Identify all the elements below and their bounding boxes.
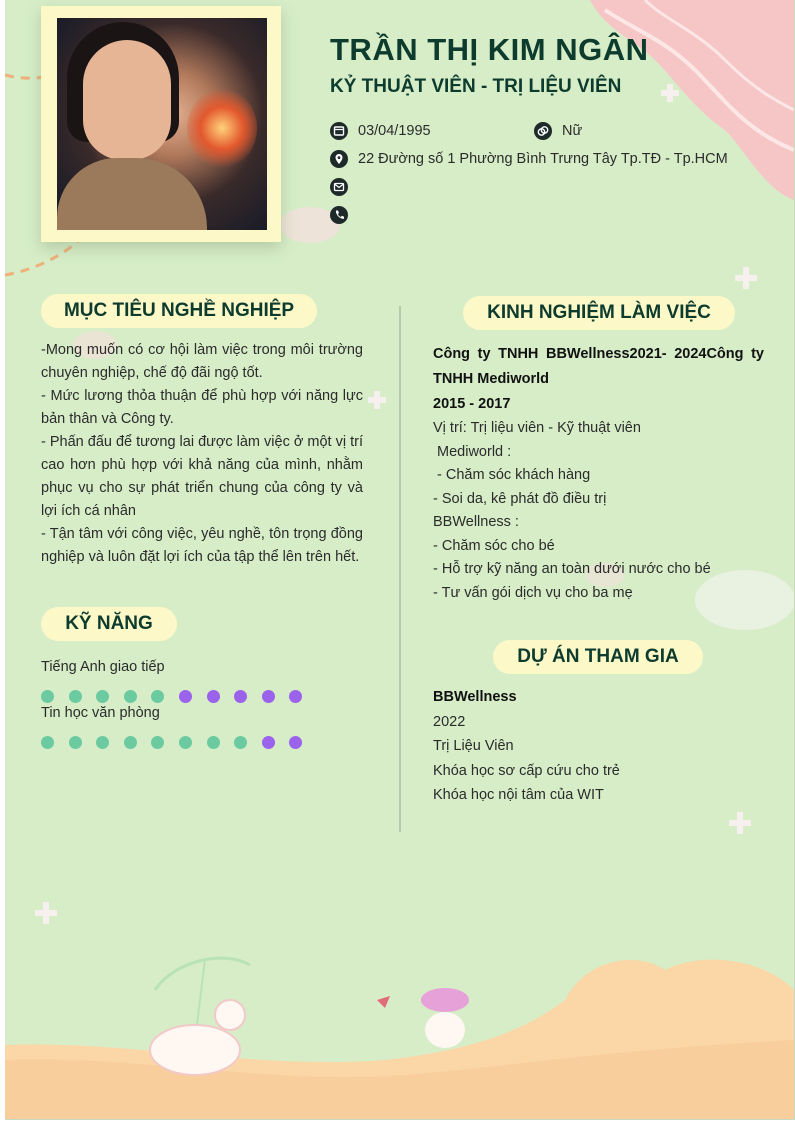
projects-heading: DỰ ÁN THAM GIA <box>493 640 703 674</box>
experience-detail: BBWellness : <box>433 514 519 530</box>
cv-page <box>5 0 795 1120</box>
experience-detail: - Chăm sóc cho bé <box>433 537 555 554</box>
skill-name-office: Tin học văn phòng <box>41 705 160 721</box>
experience-detail: Mediworld : <box>433 443 512 460</box>
skill-name-english: Tiếng Anh giao tiếp <box>41 659 165 675</box>
skill-dot-filled <box>69 690 82 703</box>
skill-dot-empty <box>289 736 302 749</box>
skill-dot-empty <box>289 690 302 703</box>
skill-dot-filled <box>234 736 247 749</box>
candidate-name: TRẦN THỊ KIM NGÂN <box>330 32 649 67</box>
project-line: Khóa học sơ cấp cứu cho trẻ <box>433 762 620 779</box>
objective-line: -Mong muốn có cơ hội làm việc trong môi trường chuyên nghiệp, chế độ đãi ngộ tốt. <box>41 342 363 381</box>
mushroom-illustration <box>377 988 469 1048</box>
profile-photo <box>57 18 267 230</box>
experience-heading: KINH NGHIỆM LÀM VIỆC <box>463 296 735 330</box>
skill-dot-filled <box>96 736 109 749</box>
experience-detail: Vị trí: Trị liệu viên - Kỹ thuật viên <box>433 420 641 436</box>
skill-dot-empty <box>179 690 192 703</box>
birthdate-row <box>330 122 431 140</box>
skill-dot-filled <box>41 690 54 703</box>
address-row <box>330 150 728 168</box>
experience-period: 2015 - 2017 <box>433 396 511 412</box>
skill-dot-filled <box>207 736 220 749</box>
skill-dot-filled <box>96 690 109 703</box>
phone-icon <box>330 206 348 224</box>
skills-heading: KỸ NĂNG <box>41 607 177 641</box>
skill-rating-english <box>41 690 317 703</box>
pink-wave-decoration <box>590 0 794 200</box>
skill-dot-empty <box>262 736 275 749</box>
gender-icon <box>534 122 552 140</box>
skill-rating-office <box>41 736 317 749</box>
objective-heading: MỤC TIÊU NGHỀ NGHIỆP <box>41 294 317 328</box>
skill-dot-empty <box>234 690 247 703</box>
duck-illustration <box>150 958 250 1075</box>
calendar-icon <box>330 122 348 140</box>
gender-value: Nữ <box>562 123 583 139</box>
project-line: Trị Liệu Viên <box>433 738 514 754</box>
skill-dot-filled <box>69 736 82 749</box>
experience-section <box>433 342 764 605</box>
gender-row <box>534 122 582 140</box>
experience-detail: - Soi da, kê phát đồ điều trị <box>433 490 607 507</box>
email-row <box>330 178 358 196</box>
birthdate-value: 03/04/1995 <box>358 123 431 139</box>
address-value: 22 Đường số 1 Phường Bình Trưng Tây Tp.TĐ - Tp.HCM <box>358 151 728 167</box>
experience-detail: - Tư vấn gói dịch vụ cho ba mẹ <box>433 584 633 601</box>
objective-line: - Phấn đấu để tương lai được làm việc ở một vị trí cao hơn phù hợp với khả năng của mình, nhằm phục vụ cho sự phát triển chung của công ty và lợi ích cá nhân <box>41 434 363 519</box>
skill-dot-filled <box>151 736 164 749</box>
column-divider <box>399 306 401 832</box>
project-name: BBWellness <box>433 689 517 705</box>
skill-dot-filled <box>41 736 54 749</box>
skill-dot-empty <box>207 690 220 703</box>
objective-text <box>41 339 363 569</box>
email-icon <box>330 178 348 196</box>
projects-section <box>433 685 764 808</box>
project-year: 2022 <box>433 713 466 730</box>
experience-company: Công ty TNHH BBWellness2021- 2024Công ty TNHH Mediworld <box>433 346 764 387</box>
experience-detail: - Chăm sóc khách hàng <box>433 467 591 483</box>
experience-detail: - Hỗ trợ kỹ năng an toàn dưới nước cho bé <box>433 561 711 577</box>
skill-dot-filled <box>124 690 137 703</box>
skill-dot-empty <box>262 690 275 703</box>
skill-dot-filled <box>179 736 192 749</box>
skill-dot-filled <box>124 736 137 749</box>
project-line: Khóa học nội tâm của WIT <box>433 787 604 803</box>
skill-dot-filled <box>151 690 164 703</box>
objective-line: - Mức lương thỏa thuận để phù hợp với năng lực bản thân và Công ty. <box>41 388 363 427</box>
job-title: KỶ THUẬT VIÊN - TRỊ LIỆU VIÊN <box>330 76 622 97</box>
location-pin-icon <box>330 150 348 168</box>
profile-photo-frame <box>41 6 281 242</box>
objective-line: - Tận tâm với công việc, yêu nghề, tôn trọng đồng nghiệp và luôn đặt lợi ích của tập thể lên trên hết. <box>41 526 363 565</box>
phone-row <box>330 206 358 224</box>
